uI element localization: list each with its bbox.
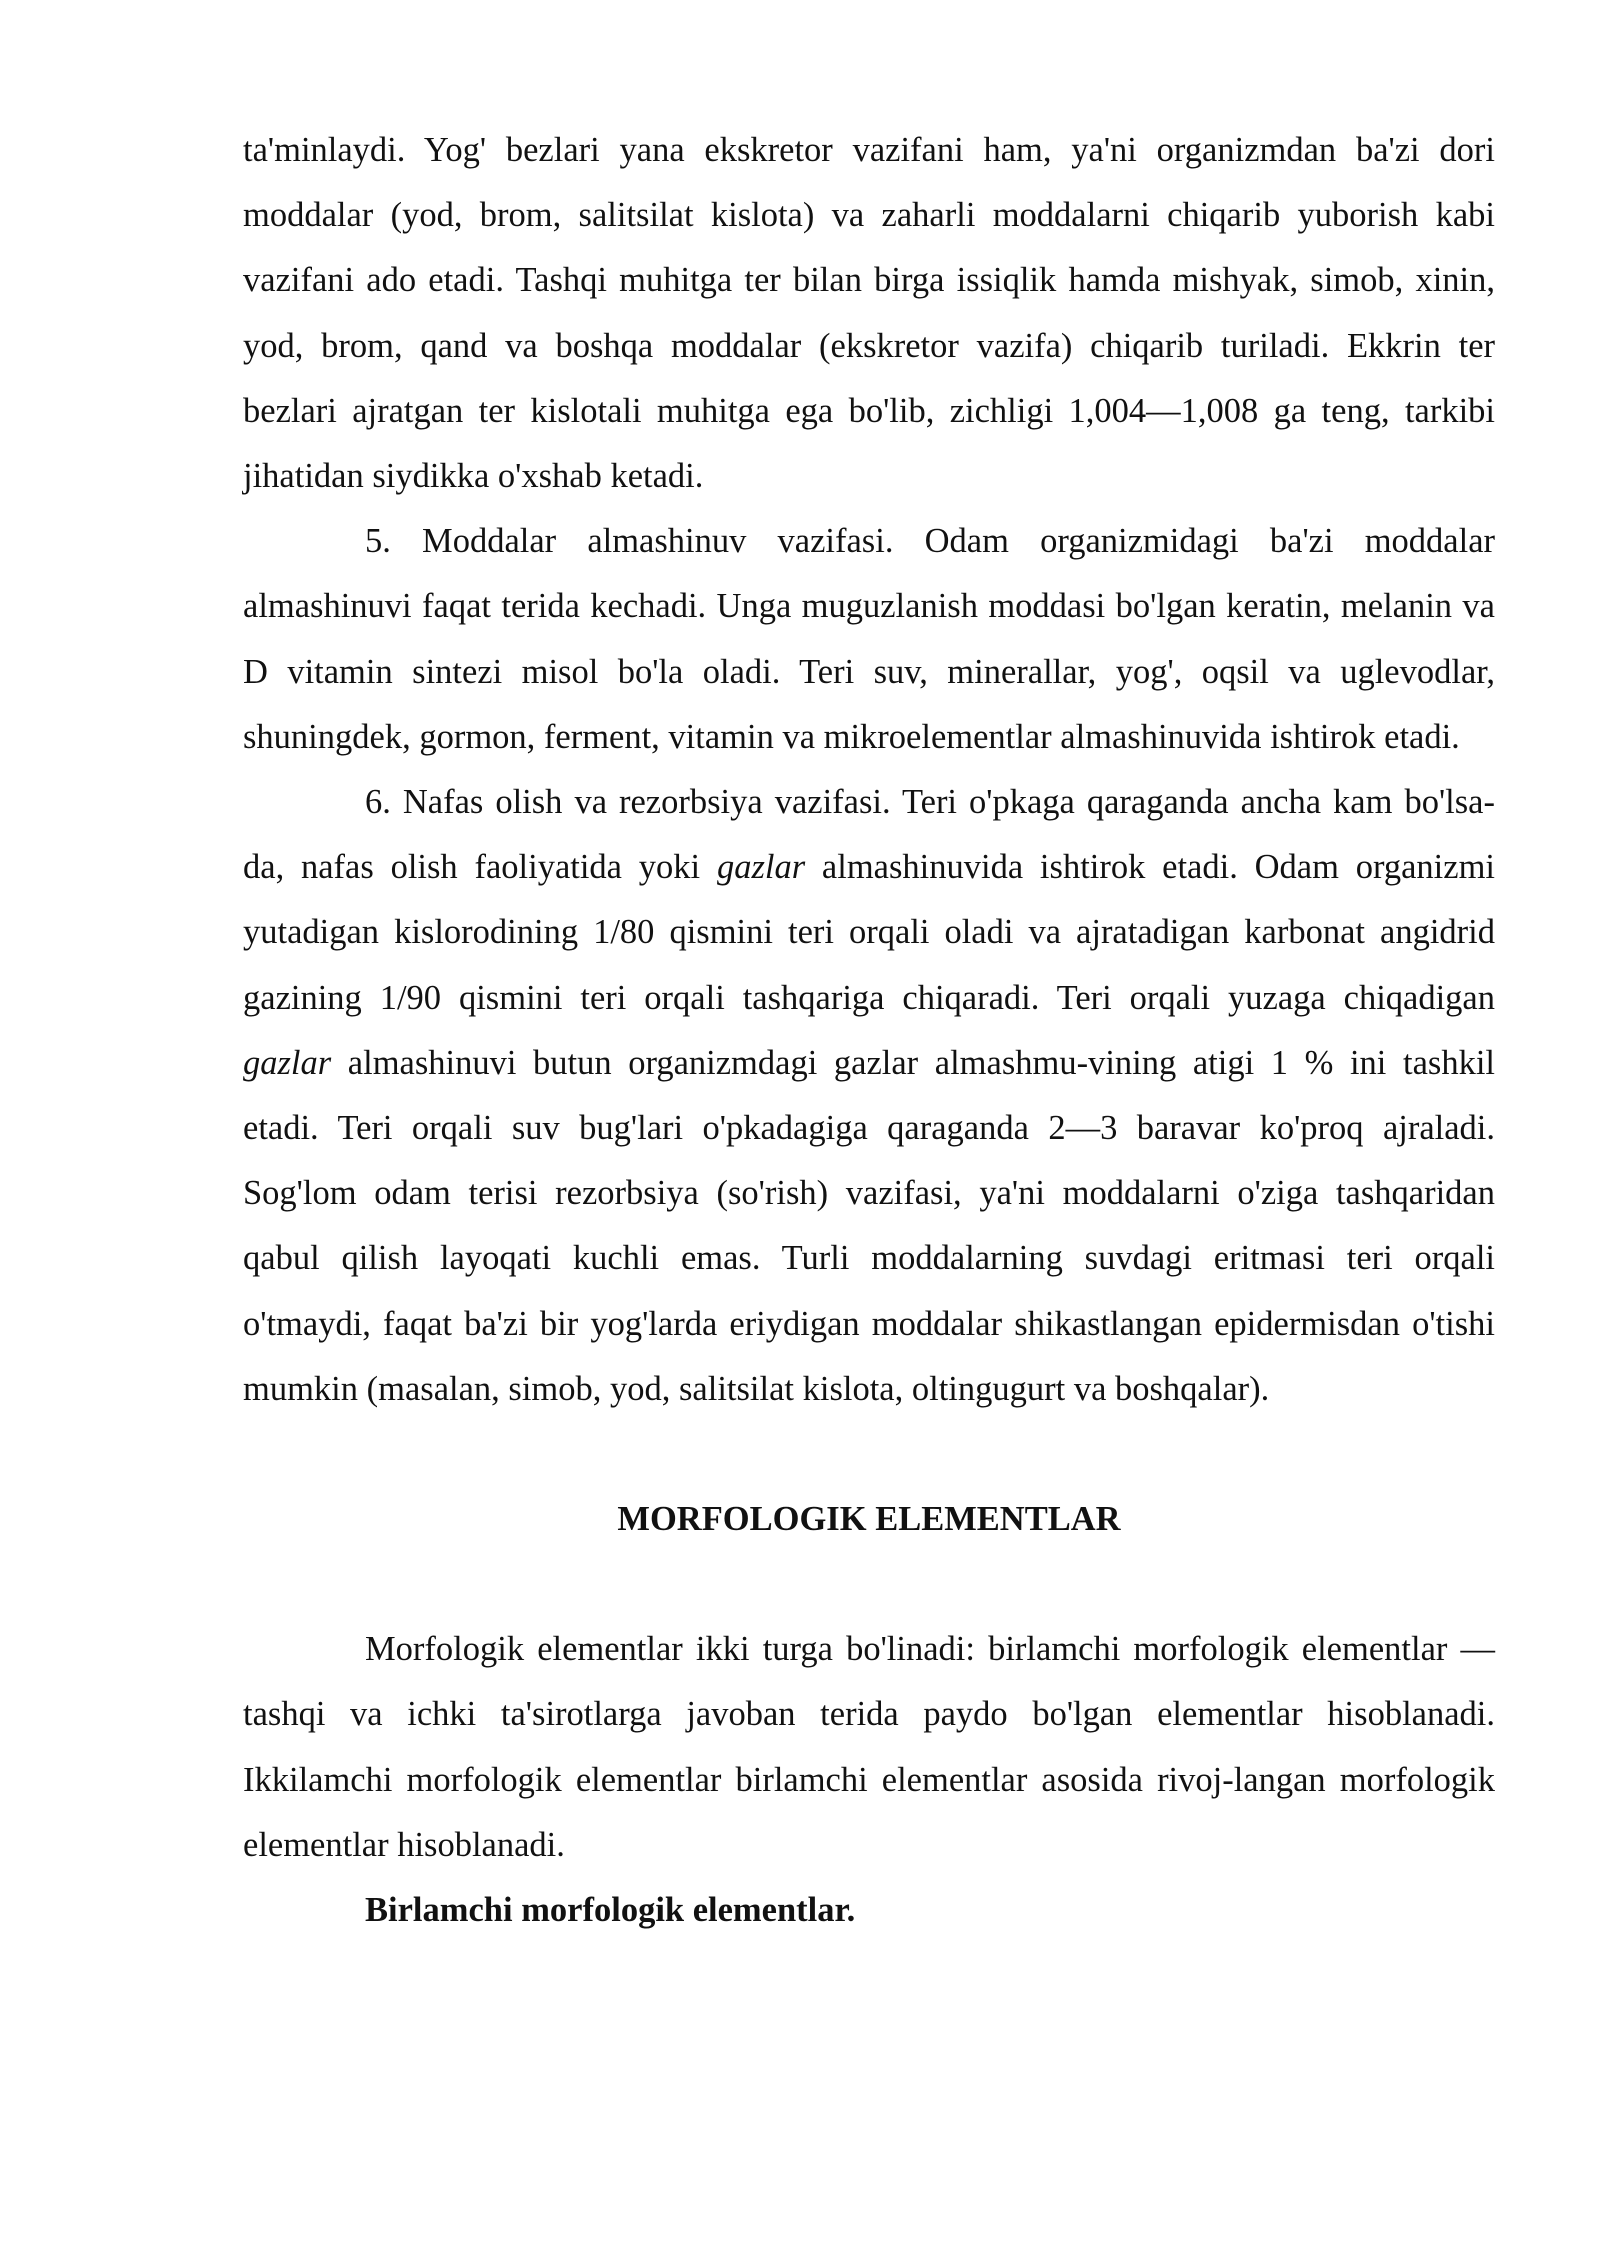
text-segment: 6. Nafas olish va rezorbsiya vazifasi. Teri o'pkaga qaraganda ancha kam bo'lsa-da, nafas olish faoliyatida yoki <box>243 783 1495 887</box>
text-segment: almashinuvida ishtirok etadi. Odam organizmi yutadigan kislorodining 1/80 qismini teri orqali oladi va ajratadigan karbonat angidrid gazining 1/90 qismini teri orqali tashqariga chiqaradi. Teri orqali yuzaga chiqadigan <box>243 848 1495 1017</box>
paragraph-moddalar-almashinuv: 5. Moddalar almashinuv vazifasi. Odam organizmidagi ba'zi moddalar almashinuvi faqat terida kechadi. Unga muguzlanish moddasi bo'lgan keratin, melanin va D vitamin sintezi misol bo'la oladi. Teri suv, minerallar, yog', oqsil va uglevodlar, shuningdek, gormon, ferment, vitamin va mikroelementlar almashinuvida ishtirok etadi. <box>243 522 1495 756</box>
paragraph-morfologik-elementlar: Morfologik elementlar ikki turga bo'linadi: birlamchi morfologik elementlar — tashqi va ichki ta'sirotlarga javoban terida paydo bo'lgan elementlar hisoblanadi. Ikkilamchi morfologik elementlar birlamchi elementlar asosida rivoj-langan morfologik elementlar hisoblanadi. <box>243 1630 1495 1864</box>
text-segment: almashinuvi butun organizmdagi gazlar almashmu-vining atigi 1 % ini tashkil etadi. Teri orqali suv bug'lari o'pkadagiga qaraganda 2—3 baravar ko'proq ajraladi. Sog'lom odam terisi rezorbsiya (so'rish) vazifasi, ya'ni moddalarni o'ziga tashqaridan qabul qilish layoqati kuchli emas. Turli moddalarning suvdagi eritmasi teri orqali o'tmaydi, faqat ba'zi bir yog'larda eriydigan moddalar shikastlangan epidermisdan o'tishi mumkin (masalan, simob, yod, salitsilat kislota, oltingugurt va boshqalar). <box>243 1043 1495 1408</box>
paragraph-nafas-olish <box>243 770 1495 1422</box>
italic-term: gazlar <box>243 1043 332 1082</box>
paragraph-yog-bezlari: ta'minlaydi. Yog' bezlari yana ekskretor vazifani ham, ya'ni organizmdan ba'zi dori moddalar (yod, brom, salitsilat kislota) va zaharli moddalarni chiqarib yuborish kabi vazifani ado etadi. Tashqi muhitga ter bilan birga issiqlik hamda mishyak, simob, xinin, yod, brom, qand va boshqa moddalar (ekskretor vazifa) chiqarib turiladi. Ekkrin ter bezlari ajratgan ter kislotali muhitga ega bo'lib, zichligi 1,004—1,008 ga teng, tarkibi jihatidan siydikka o'xshab ketadi. <box>243 131 1495 496</box>
section-heading: MORFOLOGIK ELEMENTLAR <box>617 1500 1121 1539</box>
italic-term: gazlar <box>716 848 806 887</box>
subheading: Birlamchi morfologik elementlar. <box>365 1891 856 1930</box>
document-page <box>243 118 1495 1943</box>
